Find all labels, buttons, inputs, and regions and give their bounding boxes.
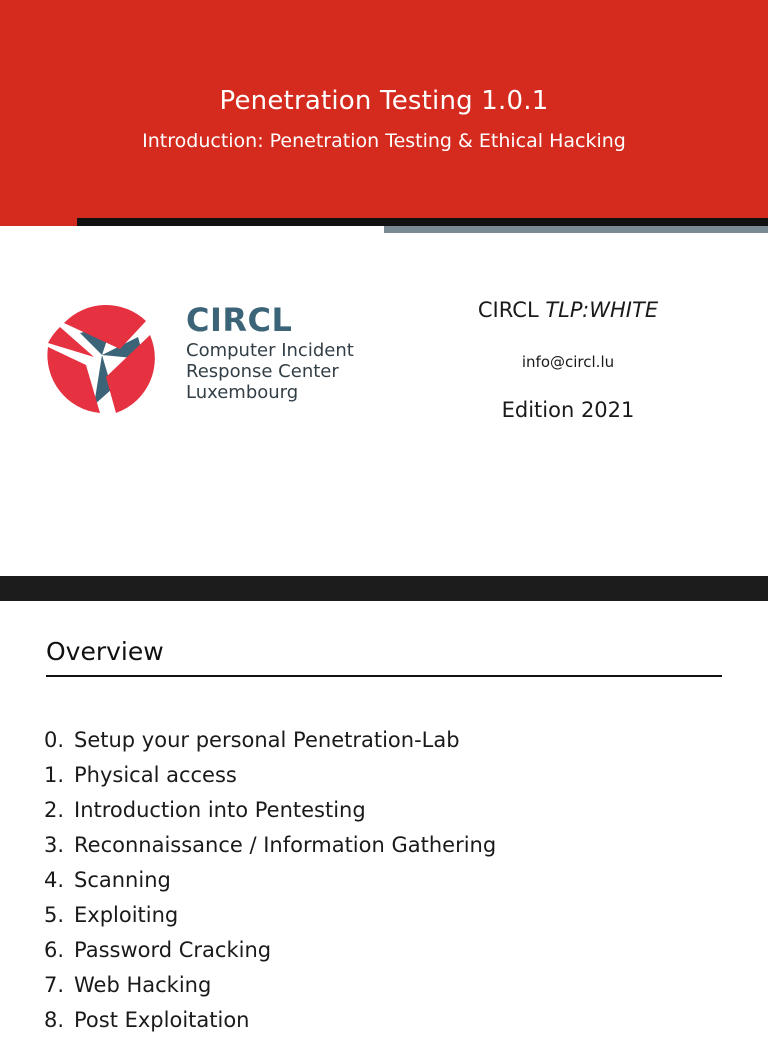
list-item [44,828,496,863]
item-label: Reconnaissance / Information Gathering [74,833,497,857]
slide-separator [0,576,768,601]
item-label: Exploiting [74,903,179,927]
item-number: 5. [44,903,65,927]
logo-line: Luxembourg [186,382,299,403]
item-number: 4. [44,868,65,892]
item-label: Introduction into Pentesting [74,798,366,822]
list-item [44,793,496,828]
item-label: Setup your personal Penetration-Lab [74,728,460,752]
contact-email[interactable]: info@circl.lu [521,353,615,371]
list-item [44,758,496,793]
logo-name: CIRCL [186,301,293,339]
item-number: 6. [44,938,65,962]
circl-wordmark [186,300,354,403]
title-underline-dark [77,218,768,226]
title-band [0,0,768,226]
item-label: Post Exploitation [74,1008,250,1032]
item-label: Physical access [74,763,237,787]
overview-slide [0,601,768,1032]
list-item [44,723,496,758]
item-number: 3. [44,833,65,857]
list-item [44,898,496,933]
presentation-title: Penetration Testing 1.0.1 [219,86,549,116]
list-item [44,933,496,968]
item-number: 7. [44,973,65,997]
item-number: 1. [44,763,65,787]
item-number: 8. [44,1008,65,1032]
circl-logo-icon [42,297,164,417]
item-number: 2. [44,798,65,822]
logo-line: Response Center [186,361,339,382]
edition-label: Edition 2021 [501,398,635,422]
item-label: Web Hacking [74,973,212,997]
item-label: Scanning [74,868,171,892]
heading-rule [46,675,722,677]
item-label: Password Cracking [74,938,272,962]
title-underline-grey [384,226,768,233]
overview-heading: Overview [46,637,164,666]
author-line [440,298,696,322]
tlp-label: TLP:WHITE [545,298,659,322]
item-number: 0. [44,728,65,752]
list-item [44,863,496,898]
list-item [44,1003,496,1038]
list-item [44,968,496,1003]
logo-line: Computer Incident [186,340,354,361]
author-org: CIRCL [477,298,539,322]
overview-list [44,723,496,1038]
presentation-subtitle: Introduction: Penetration Testing & Ethical Hacking [142,130,626,152]
